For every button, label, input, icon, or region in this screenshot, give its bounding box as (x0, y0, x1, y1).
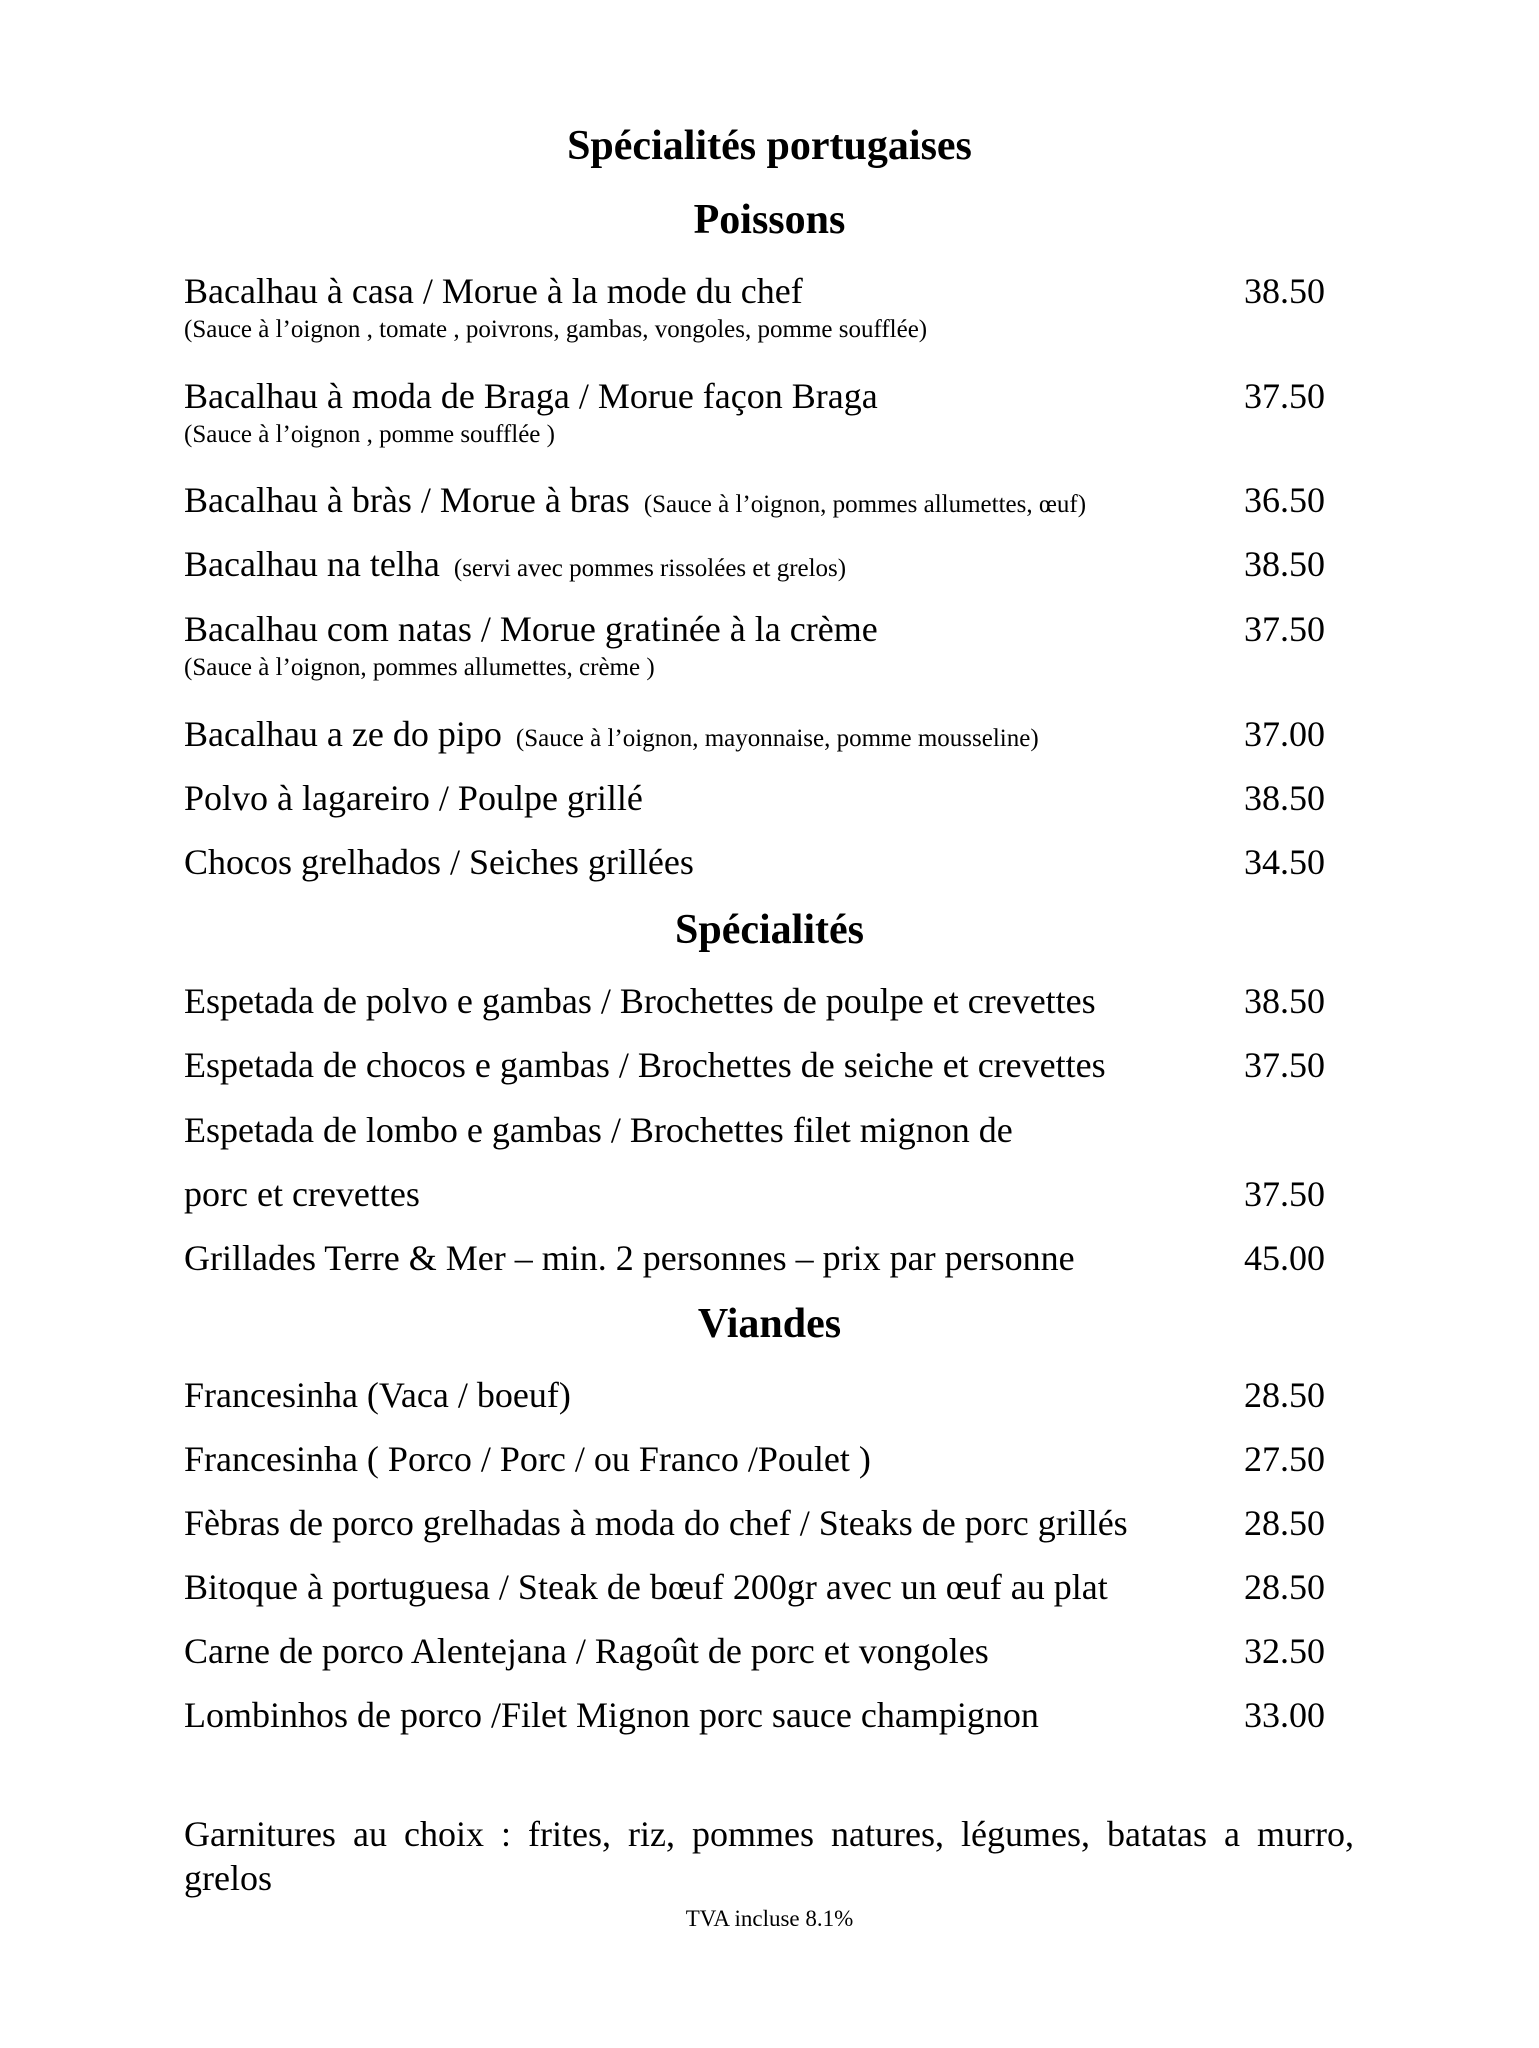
menu-item (184, 980, 1334, 1022)
menu-item (184, 1630, 1334, 1672)
item-price: 28.50 (1244, 1567, 1325, 1607)
item-name: Lombinhos de porco /Filet Mignon porc sauce champignon (184, 1695, 1039, 1735)
item-description: (Sauce à l’oignon, pommes allumettes, œuf) (643, 491, 1087, 518)
item-name: Bacalhau na telha (184, 544, 440, 584)
menu-item (184, 1374, 1334, 1416)
item-price: 34.50 (1244, 842, 1325, 882)
menu-item (184, 713, 1334, 755)
menu-item (184, 1109, 1334, 1151)
item-price: 38.50 (1244, 271, 1325, 311)
menu-item (184, 1173, 1334, 1215)
section-heading-viandes: Viandes (697, 1301, 842, 1347)
menu-item (184, 1502, 1334, 1544)
item-name: Francesinha ( Porco / Porc / ou Franco /Poulet ) (184, 1439, 871, 1479)
item-price: 28.50 (1244, 1375, 1325, 1415)
item-price: 37.00 (1244, 714, 1325, 754)
item-name: Carne de porco Alentejana / Ragoût de porc et vongoles (184, 1631, 989, 1671)
item-description: (Sauce à l’oignon , tomate , poivrons, gambas, vongoles, pomme soufflée) (184, 316, 928, 343)
item-price: 37.50 (1244, 1045, 1325, 1085)
menu-item (184, 841, 1334, 883)
menu-item (184, 1237, 1334, 1279)
item-name: Espetada de polvo e gambas / Brochettes de poulpe et crevettes (184, 981, 1096, 1021)
menu-item (184, 608, 1334, 682)
item-name: Grillades Terre & Mer – min. 2 personnes – prix par personne (184, 1238, 1075, 1278)
item-name: Francesinha (Vaca / boeuf) (184, 1375, 571, 1415)
menu-item (184, 777, 1334, 819)
item-price: 38.50 (1244, 778, 1325, 818)
menu-item (184, 1044, 1334, 1086)
item-name: Bacalhau à bràs / Morue à bras (184, 480, 630, 520)
menu-item (184, 270, 1334, 344)
menu-item (184, 375, 1334, 449)
item-name: Chocos grelhados / Seiches grillées (184, 842, 694, 882)
item-name: Bacalhau com natas / Morue gratinée à la crème (184, 609, 878, 649)
section-heading-specialites: Spécialités (675, 907, 864, 953)
item-price: 28.50 (1244, 1503, 1325, 1543)
item-description: (Sauce à l’oignon, pommes allumettes, crème ) (184, 654, 655, 681)
menu-item (184, 1694, 1334, 1736)
item-price: 33.00 (1244, 1695, 1325, 1735)
item-name: Bacalhau a ze do pipo (184, 714, 502, 754)
item-description: (Sauce à l’oignon , pomme soufflée ) (184, 421, 555, 448)
item-name: Bacalhau à casa / Morue à la mode du chef (184, 271, 803, 311)
menu-item (184, 1438, 1334, 1480)
item-price: 27.50 (1244, 1439, 1325, 1479)
garnish-note: Garnitures au choix : frites, riz, pommes natures, légumes, batatas a murro, grelos (184, 1814, 1354, 1898)
item-description: (Sauce à l’oignon, mayonnaise, pomme mousseline) (515, 725, 1039, 752)
section-heading-poissons: Poissons (693, 197, 846, 243)
item-name: Espetada de lombo e gambas / Brochettes filet mignon de (184, 1110, 1013, 1150)
item-price: 36.50 (1244, 480, 1325, 520)
menu-item (184, 543, 1334, 585)
item-name: Polvo à lagareiro / Poulpe grillé (184, 778, 643, 818)
vat-footer-note: TVA incluse 8.1% (685, 1906, 854, 1931)
menu-item (184, 479, 1334, 521)
item-price: 32.50 (1244, 1631, 1325, 1671)
item-price: 37.50 (1244, 609, 1325, 649)
item-name: porc et crevettes (184, 1174, 420, 1214)
item-price: 37.50 (1244, 1174, 1325, 1214)
page-title: Spécialités portugaises (567, 123, 972, 169)
menu-item (184, 1566, 1334, 1608)
item-name: Espetada de chocos e gambas / Brochettes de seiche et crevettes (184, 1045, 1106, 1085)
item-description: (servi avec pommes rissolées et grelos) (453, 555, 847, 582)
item-name: Fèbras de porco grelhadas à moda do chef / Steaks de porc grillés (184, 1503, 1128, 1543)
item-name: Bitoque à portuguesa / Steak de bœuf 200gr avec un œuf au plat (184, 1567, 1108, 1607)
item-name: Bacalhau à moda de Braga / Morue façon Braga (184, 376, 878, 416)
item-price: 38.50 (1244, 544, 1325, 584)
item-price: 45.00 (1244, 1238, 1325, 1278)
item-price: 38.50 (1244, 981, 1325, 1021)
item-price: 37.50 (1244, 376, 1325, 416)
